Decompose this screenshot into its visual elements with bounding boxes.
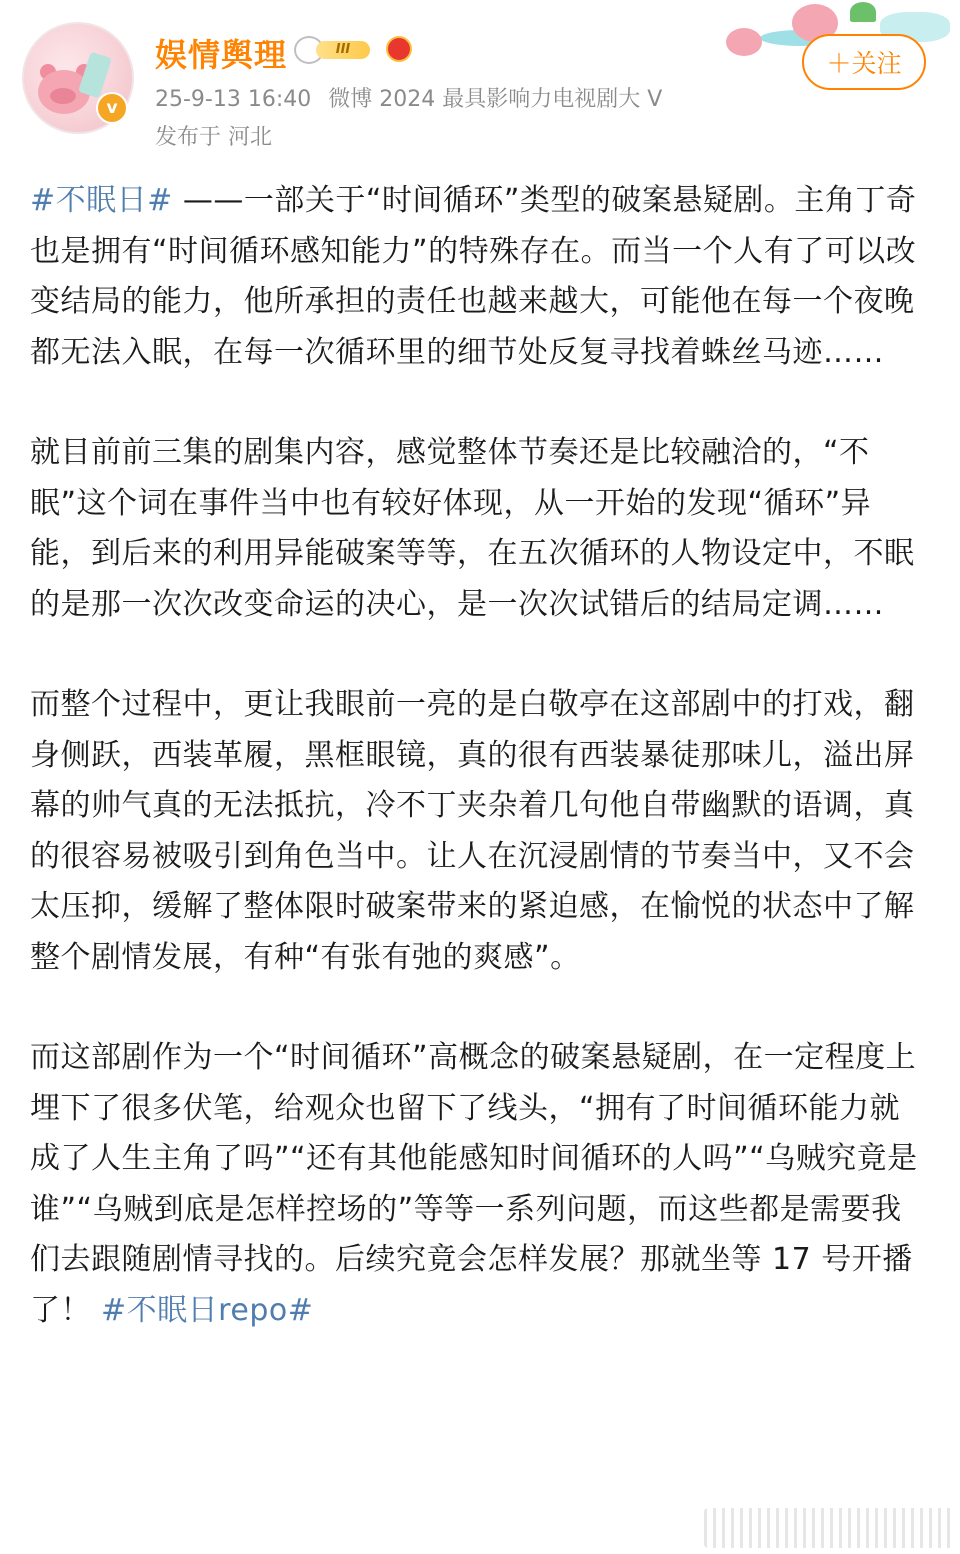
post-header — [0, 0, 960, 160]
username[interactable]: 娱情舆理 — [155, 36, 288, 74]
post-body — [30, 176, 930, 1336]
verified-badge-icon: v — [96, 92, 128, 124]
weibo-vip-icon[interactable] — [386, 36, 412, 62]
paragraph-text: ——一部关于“时间循环”类型的破案悬疑剧。主角丁奇也是拥有“时间循环感知能力”的特殊存在。而当一个人有了可以改变结局的能力，他所承担的责任也越来越大，可能他在每一个夜晚都无法入眠，在每一次循环里的细节处反复寻找着蛛丝马迹…… — [30, 183, 917, 370]
hashtag-link[interactable]: #不眠日# — [30, 183, 173, 218]
post-source: 微博 2024 最具影响力电视剧大 V — [328, 87, 663, 112]
post-location: 发布于 河北 — [155, 125, 272, 150]
post-paragraph-4 — [30, 1033, 930, 1336]
post-paragraph-3: 而整个过程中，更让我眼前一亮的是白敬亭在这部剧中的打戏，翻身侧跃，西装革履，黑框眼镜，真的很有西装暴徒那味儿，溢出屏幕的帅气真的无法抵抗，冷不丁夹杂着几句他自带幽默的语调，真的很容易被吸引到角色当中。让人在沉浸剧情的节奏当中，又不会太压抑，缓解了整体限时破案带来的紧迫感，在愉悦的状态中了解整个剧情发展，有种“有张有弛的爽感”。 — [30, 687, 915, 975]
pig-small-icon — [726, 28, 762, 56]
user-level-badge[interactable] — [294, 36, 372, 64]
hashtag-link[interactable]: #不眠日repo# — [101, 1292, 314, 1328]
palm-tree-icon — [850, 2, 876, 22]
pig-snout-icon — [50, 88, 76, 104]
drink-icon — [78, 52, 112, 99]
level-text: III — [316, 41, 370, 59]
post-paragraph-1 — [30, 176, 930, 378]
watermark — [704, 1508, 954, 1548]
paragraph-text: 而这部剧作为一个“时间循环”高概念的破案悬疑剧，在一定程度上埋下了很多伏笔，给观众也留下了线头，“拥有了时间循环能力就成了人生主角了吗”“还有其他能感知时间循环的人吗”“乌贼究竟是谁”“乌贼到底是怎样控场的”等等一系列问题，而这些都是需要我们去跟随剧情寻找的。后续究竟会怎样发展？那就坐等 17 号开播了！ — [30, 1040, 918, 1328]
post-paragraph-2: 就目前前三集的剧集内容，感觉整体节奏还是比较融洽的，“不眠”这个词在事件当中也有较好体现，从一开始的发现“循环”异能，到后来的利用异能破案等等，在五次循环的人物设定中，不眠的是那一次次改变命运的决心，是一次次试错后的结局定调…… — [30, 435, 915, 622]
post-meta — [155, 82, 672, 113]
follow-button[interactable]: ＋关注 — [802, 34, 926, 90]
post-timestamp: 25-9-13 16:40 — [155, 87, 312, 112]
